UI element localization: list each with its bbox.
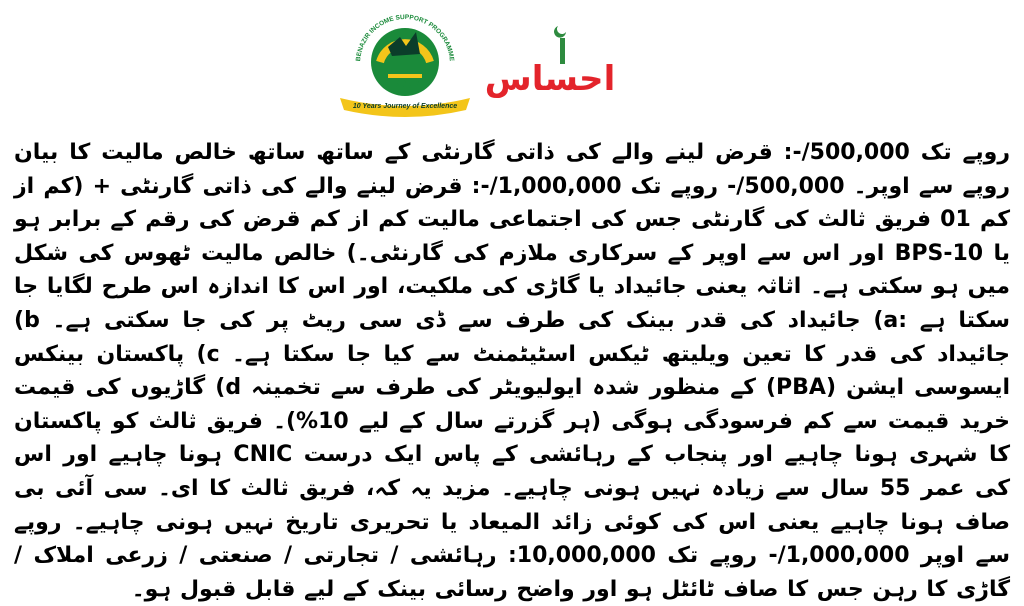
bisp-ribbon-text: 10 Years Journey of Excellence xyxy=(352,103,458,110)
bisp-logo xyxy=(330,2,480,120)
document-body xyxy=(14,136,1011,602)
ehsaas-logo-text: احساس xyxy=(484,59,616,99)
paragraph: روپے تک 500,000/-: قرض لینے والے کی ذاتی گارنٹی کے ساتھ ساتھ خالص مالیت کا بیان روپے سے اوپر۔ 500,000/- روپے تک 1,000,000/-: قرض لینے والے کی ذاتی گارنٹی + (کم از کم 01 فریق ثالث کی گارنٹی جس کی اجتماعی مالیت کم از کم قرض کی رقم کے برابر ہو یا BPS-10 اور اس سے اوپر کے سرکاری ملازم کی گارنٹی۔) خالص مالیت ٹھوس کی شکل میں ہو سکتی ہے۔ اثاثہ یعنی جائیداد یا گاڑی کی ملکیت، اور اس کا اندازہ اس طرح لگایا جا سکتا ہے :a) جائیداد کی قدر بینک کی طرف سے ڈی سی ریٹ پر کی جا سکتی ہے۔ b) جائیداد کی قدر کا تعین ویلیتھ ٹیکس اسٹیٹمنٹ سے کیا جا سکتا ہے۔ c) پاکستان بینکس ایسوسی ایشن (PBA) کے منظور شدہ ایولیویٹر کی طرف سے تخمینہ d) گاڑیوں کی قیمت خرید قیمت سے کم فرسودگی ہوگی (ہر گزرتے سال کے لیے 10%)۔ فریق ثالث کو پاکستان کا شہری ہونا چاہیے اور پنجاب کے رہائشی کے پاس ایک درست CNIC ہونا چاہیے اور اس کی عمر 55 سال سے زیادہ نہیں ہونی چاہیے۔ مزید یہ کہ، فریق ثالث کا ای۔ سی آئی بی صاف ہونا چاہیے یعنی اس کی کوئی زائد المیعاد یا تحریری تاریخ نہیں ہونی چاہیے۔ روپے سے اوپر 1,000,000/- روپے تک 10,000,000: رہائشی / تجارتی / صنعتی / زرعی املاک / گاڑی کا رہن جس کا صاف ٹائٹل ہو اور واضح رسائی بینک کے لیے قابل قبول ہو۔ xyxy=(14,140,1011,602)
bisp-logo-text: BISP xyxy=(390,77,420,91)
bisp-ring-text: BENAZIR INCOME SUPPORT PROGRAMME xyxy=(355,13,455,62)
ehsaas-logo xyxy=(484,20,616,100)
